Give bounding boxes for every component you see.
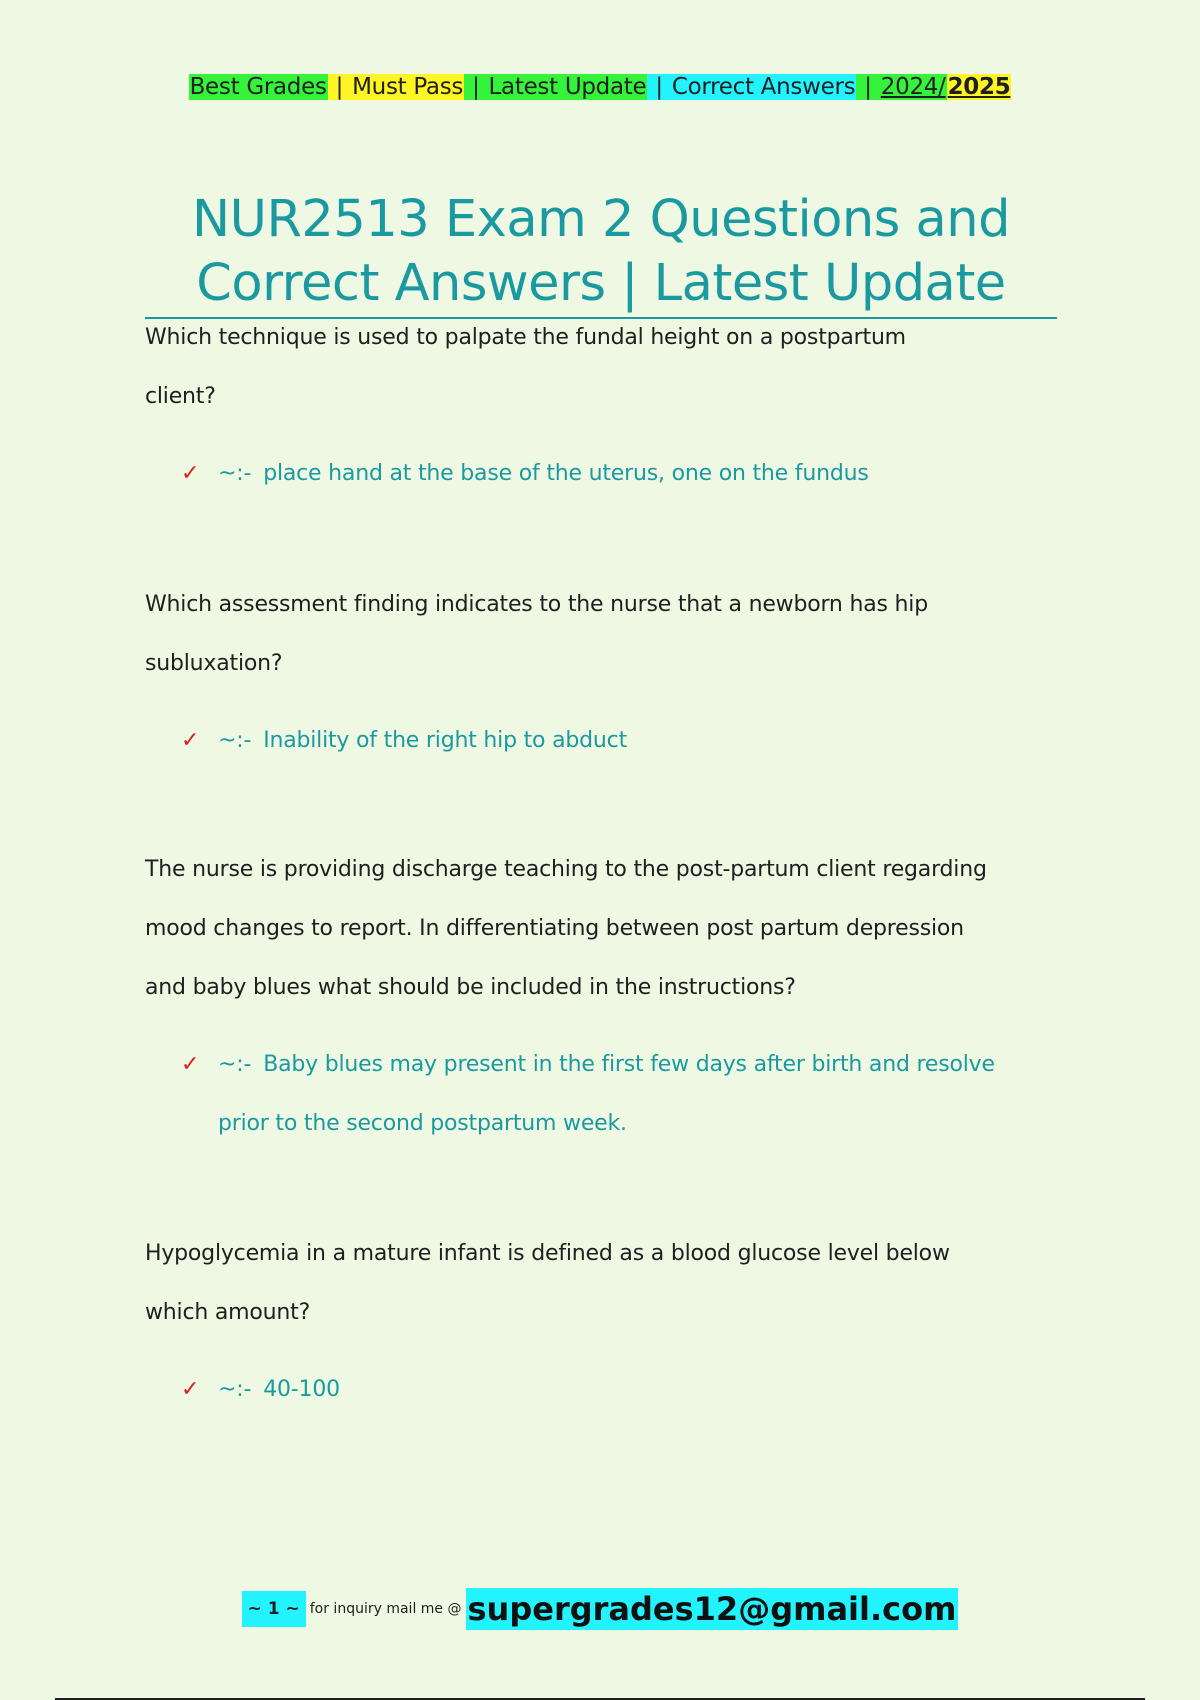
qa-item <box>145 575 1057 770</box>
page-number: ~ 1 ~ <box>242 1591 306 1627</box>
answer-text <box>181 1360 1057 1419</box>
question-line: Which technique is used to palpate the fundal height on a postpartum <box>145 325 906 350</box>
page-footer <box>0 1588 1200 1630</box>
question-line: client? <box>145 384 216 409</box>
tag-year-start: 2024/ <box>880 74 946 100</box>
answer-prefix: ~:- <box>218 728 252 753</box>
tag-best-grades: Best Grades <box>189 74 327 100</box>
tag-year-end: 2025 <box>947 74 1011 100</box>
header-tagline <box>0 70 1200 104</box>
page-title-line: Correct Answers | Latest Update <box>196 254 1006 313</box>
check-icon: ✓ <box>181 1377 200 1402</box>
question-text <box>145 575 1057 693</box>
question-line: The nurse is providing discharge teaching to the post-partum client regarding <box>145 857 987 882</box>
tag-correct-answers: Correct Answers <box>671 74 856 100</box>
question-text <box>145 308 1057 426</box>
question-text <box>145 840 1057 1017</box>
qa-item <box>145 840 1057 1153</box>
contact-email-link[interactable]: supergrades12@gmail.com <box>467 1590 957 1628</box>
answer-line: Inability of the right hip to abduct <box>263 728 627 753</box>
question-line: and baby blues what should be included in the instructions? <box>145 975 796 1000</box>
tag-must-pass: Must Pass <box>352 74 464 100</box>
question-line: which amount? <box>145 1300 311 1325</box>
answer-line: prior to the second postpartum week. <box>218 1111 627 1136</box>
answer-text <box>181 444 1057 503</box>
inquiry-text: for inquiry mail me @ <box>309 1601 462 1617</box>
answer-line: place hand at the base of the uterus, one on the fundus <box>263 461 869 486</box>
question-line: mood changes to report. In differentiating between post partum depression <box>145 916 964 941</box>
tag-latest-update: Latest Update <box>488 74 647 100</box>
question-line: Which assessment finding indicates to the nurse that a newborn has hip <box>145 592 928 617</box>
qa-item <box>145 1224 1057 1419</box>
tag-separator: | <box>465 74 487 100</box>
check-icon: ✓ <box>181 461 200 486</box>
answer-prefix: ~:- <box>218 1052 252 1077</box>
question-line: Hypoglycemia in a mature infant is defined as a blood glucose level below <box>145 1241 950 1266</box>
answer-line: 40-100 <box>263 1377 340 1402</box>
answer-text <box>181 1035 1057 1153</box>
check-icon: ✓ <box>181 728 200 753</box>
question-text <box>145 1224 1057 1342</box>
page-title <box>145 188 1057 316</box>
answer-prefix: ~:- <box>218 1377 252 1402</box>
check-icon: ✓ <box>181 1052 200 1077</box>
tag-separator: | <box>857 74 879 100</box>
page-title-line: NUR2513 Exam 2 Questions and <box>192 190 1010 249</box>
tag-separator: | <box>648 74 670 100</box>
tag-separator: | <box>328 74 351 100</box>
answer-line: Baby blues may present in the first few days after birth and resolve <box>263 1052 995 1077</box>
answer-prefix: ~:- <box>218 461 252 486</box>
qa-item <box>145 308 1057 503</box>
question-line: subluxation? <box>145 651 283 676</box>
answer-text <box>181 711 1057 770</box>
